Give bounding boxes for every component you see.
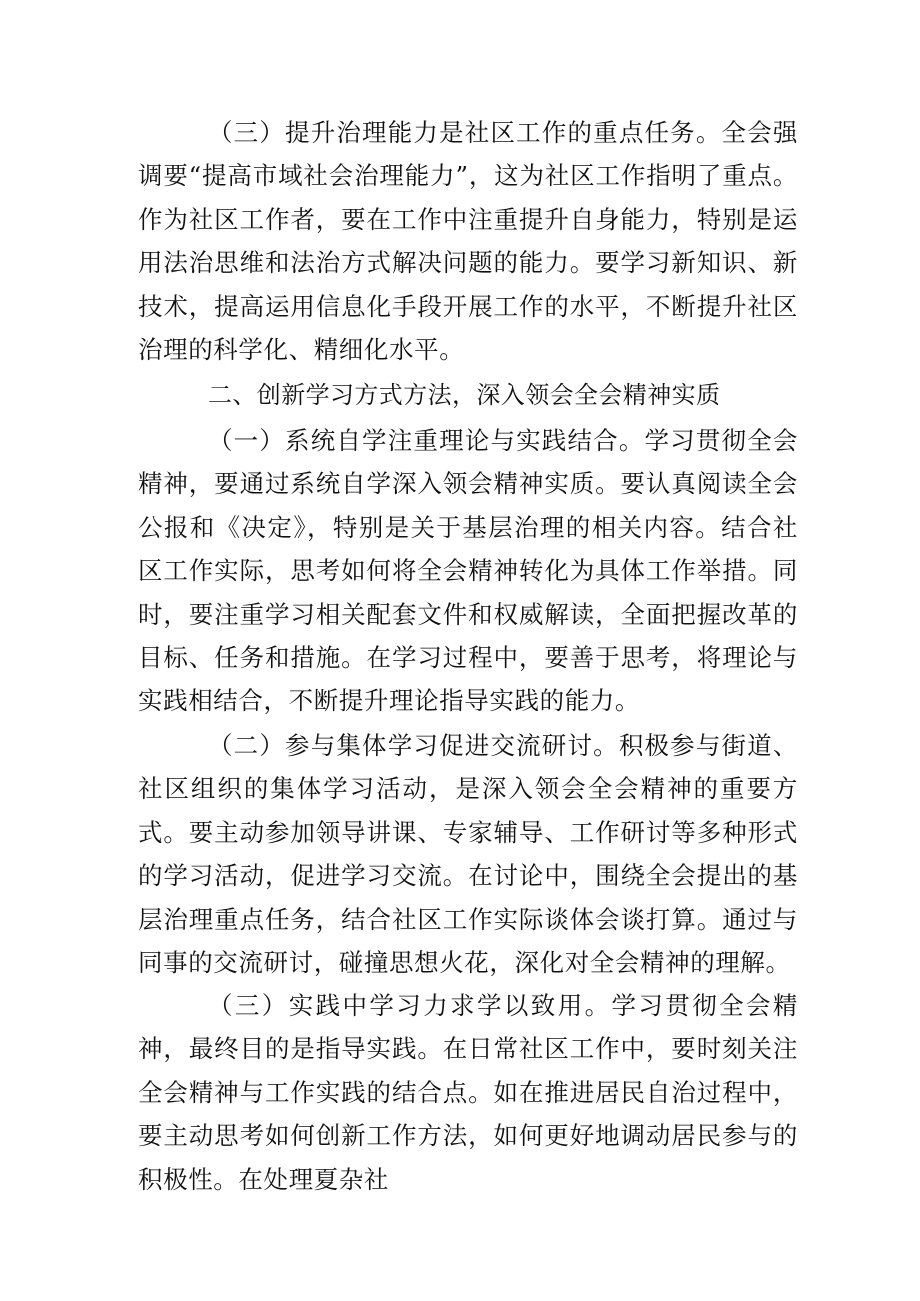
paragraph-self-study: （一）系统自学注重理论与实践结合。学习贯彻全会精神，要通过系统自学深入领会精神实质。要认真阅读全会公报和《决定》，特别是关于基层治理的相关内容。结合社区工作实际，思考如何将全会精神转化为具体工作举措。同时，要注重学习相关配套文件和权威解读，全面把握改革的目标、任务和措施。在学习过程中，要善于思考，将理论与实践相结合，不断提升理论指导实践的能力。 xyxy=(138,426,798,716)
paragraph-governance-capability: （三）提升治理能力是社区工作的重点任务。全会强调要“提高市域社会治理能力”，这为社区工作指明了重点。作为社区工作者，要在工作中注重提升自身能力，特别是运用法治思维和法治方式解决问题的能力。要学习新知识、新技术，提高运用信息化手段开展工作的水平，不断提升社区治理的科学化、精细化水平。 xyxy=(138,118,798,365)
paragraph-group-study: （二）参与集体学习促进交流研讨。积极参与街道、社区组织的集体学习活动，是深入领会全会精神的重要方式。要主动参加领导讲课、专家辅导、工作研讨等多种形式的学习活动，促进学习交流。在讨论中，围绕全会提出的基层治理重点任务，结合社区工作实际谈体会谈打算。通过与同事的交流研讨，碰撞思想火花，深化对全会精神的理解。 xyxy=(138,731,798,978)
paragraph-practice-study: （三）实践中学习力求学以致用。学习贯彻全会精神，最终目的是指导实践。在日常社区工作中，要时刻关注全会精神与工作实践的结合点。如在推进居民自治过程中，要主动思考如何创新工作方法，如何更好地调动居民参与的积极性。在处理夏杂社 xyxy=(138,991,798,1194)
section-heading: 二、创新学习方式方法，深入领会全会精神实质 xyxy=(208,381,721,409)
